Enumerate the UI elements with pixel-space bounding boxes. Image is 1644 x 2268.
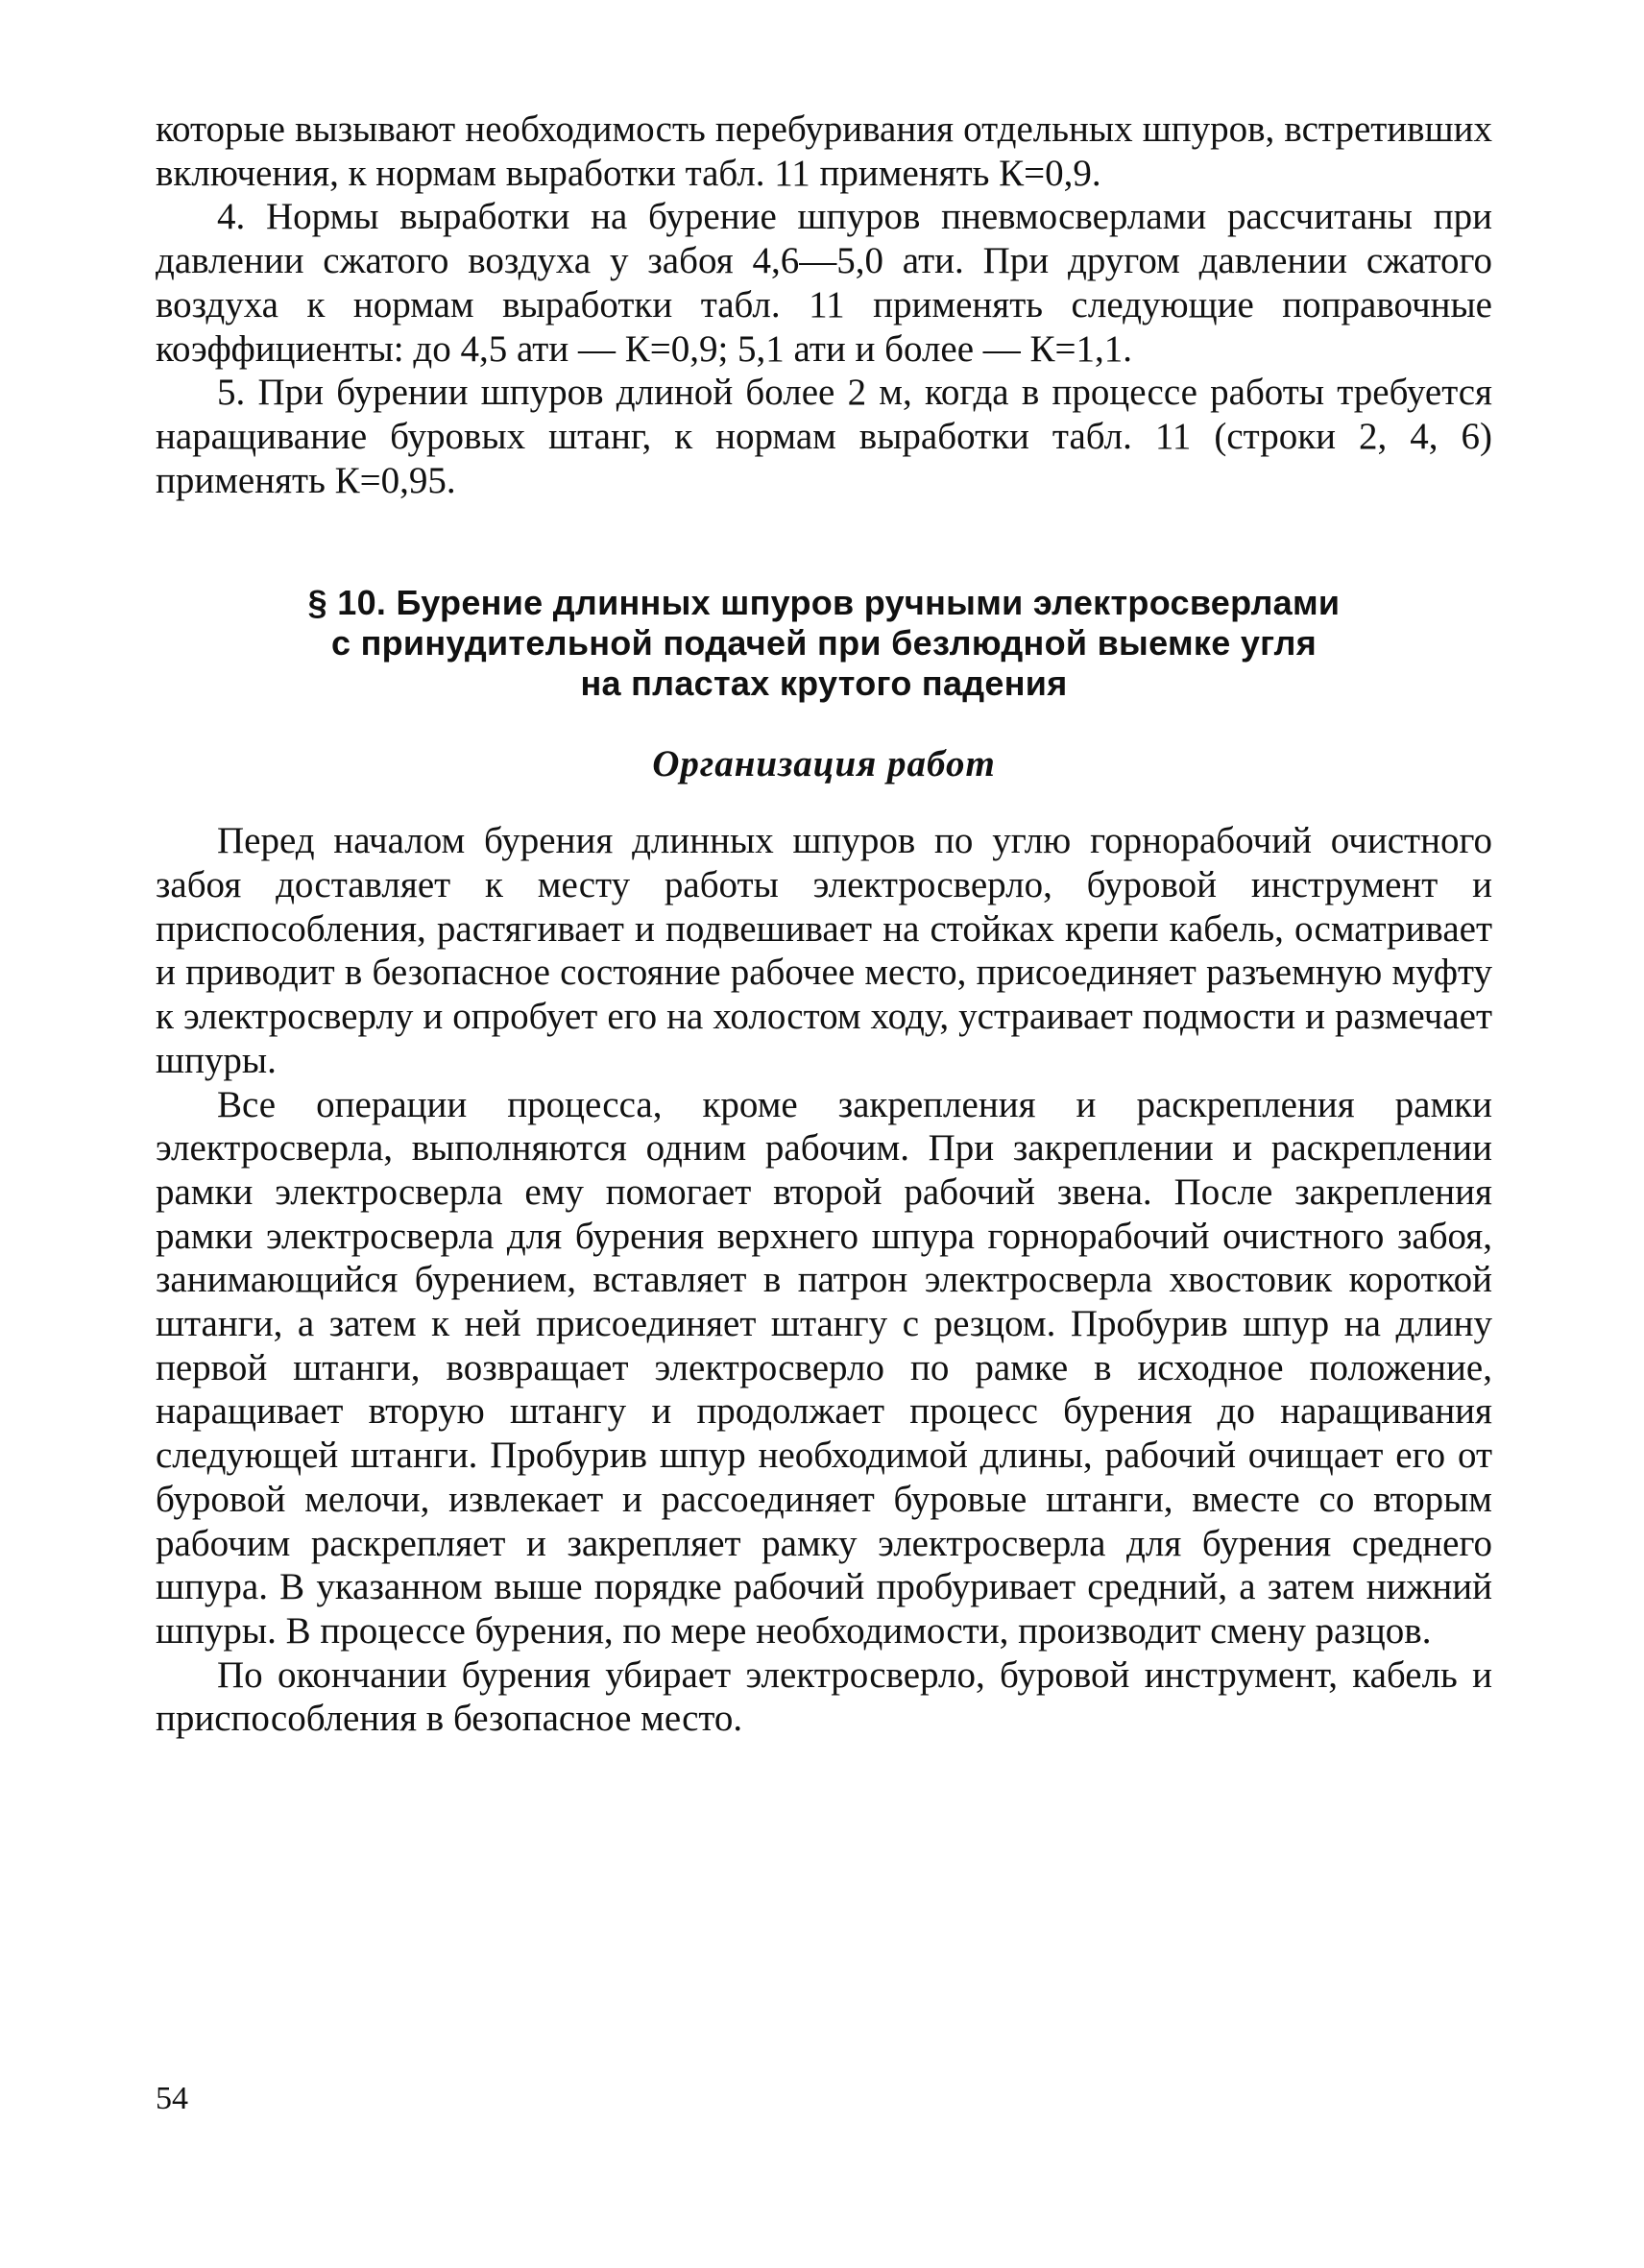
paragraph-item-5: 5. При бурении шпуров длиной более 2 м, когда в процессе работы требуется наращивание буровых штанг, к нормам выработки табл. 11 (строки 2, 4, 6) применять К=0,95.: [156, 372, 1492, 501]
section-heading-line-3: на пластах крутого падения: [580, 664, 1068, 704]
paragraph-operations: Все операции процесса, кроме закрепления и раскрепления рамки электросверла, выполняются одним рабочим. При закреплении и раскреплении рамки электросверла ему помогает второй рабочий звена. После закрепления рамки электросверла для бурения верхнего шпура горнорабочий очистного забоя, занимающийся бурением, вставляет в патрон электросверла хвостовик короткой штанги, а затем к ней присоединяет штангу с резцом. Пробурив шпур на длину первой штанги, возвращает электросверло по рамке в исходное положение, наращивает вторую штангу и продолжает процесс бурения до наращивания следующей штанги. Пробурив шпур необходимой длины, рабочий очищает его от буровой мелочи, извлекает и рассоединяет буровые штанги, вместе со вторым рабочим раскрепляет и закрепляет рамку электросверла для бурения среднего шпура. В указанном выше порядке рабочий пробуривает средний, а затем нижний шпуры. В процессе бурения, по мере необходимости, производит смену разцов.: [156, 1083, 1492, 1652]
paragraph-continuation: которые вызывают необходимость перебуривания отдельных шпуров, встретивших включения, к нормам выработки табл. 11 применять К=0,9.: [156, 109, 1492, 194]
paragraph-preparation: Перед началом бурения длинных шпуров по углю горнорабочий очистного забоя доставляет к месту работы электросверло, буровой инструмент и приспособления, растягивает и подвешивает на стойках крепи кабель, осматривает и приводит в безопасное состояние рабочее место, присоединяет разъемную муфту к электросверлу и опробует его на холостом ходу, устраивает подмости и размечает шпуры.: [156, 820, 1492, 1081]
page-number: 54: [156, 2081, 188, 2116]
page-body: [156, 108, 1492, 1741]
section-heading: [156, 583, 1492, 704]
section-heading-line-2: с принудительной подачей при безлюдной выемке угля: [330, 623, 1318, 664]
subheading: Организация работ: [652, 743, 996, 785]
section-heading-line-1: § 10. Бурение длинных шпуров ручными электросверлами: [307, 583, 1341, 623]
paragraph-completion: По окончании бурения убирает электросверло, буровой инструмент, кабель и приспособления в безопасное место.: [156, 1653, 1492, 1740]
paragraph-item-4: 4. Нормы выработки на бурение шпуров пневмосверлами рассчитаны при давлении сжатого воздуха у забоя 4,6—5,0 ати. При другом давлении сжатого воздуха к нормам выработки табл. 11 применять следующие поправочные коэффициенты: до 4,5 ати — К=0,9; 5,1 ати и более — К=1,1.: [156, 196, 1492, 370]
